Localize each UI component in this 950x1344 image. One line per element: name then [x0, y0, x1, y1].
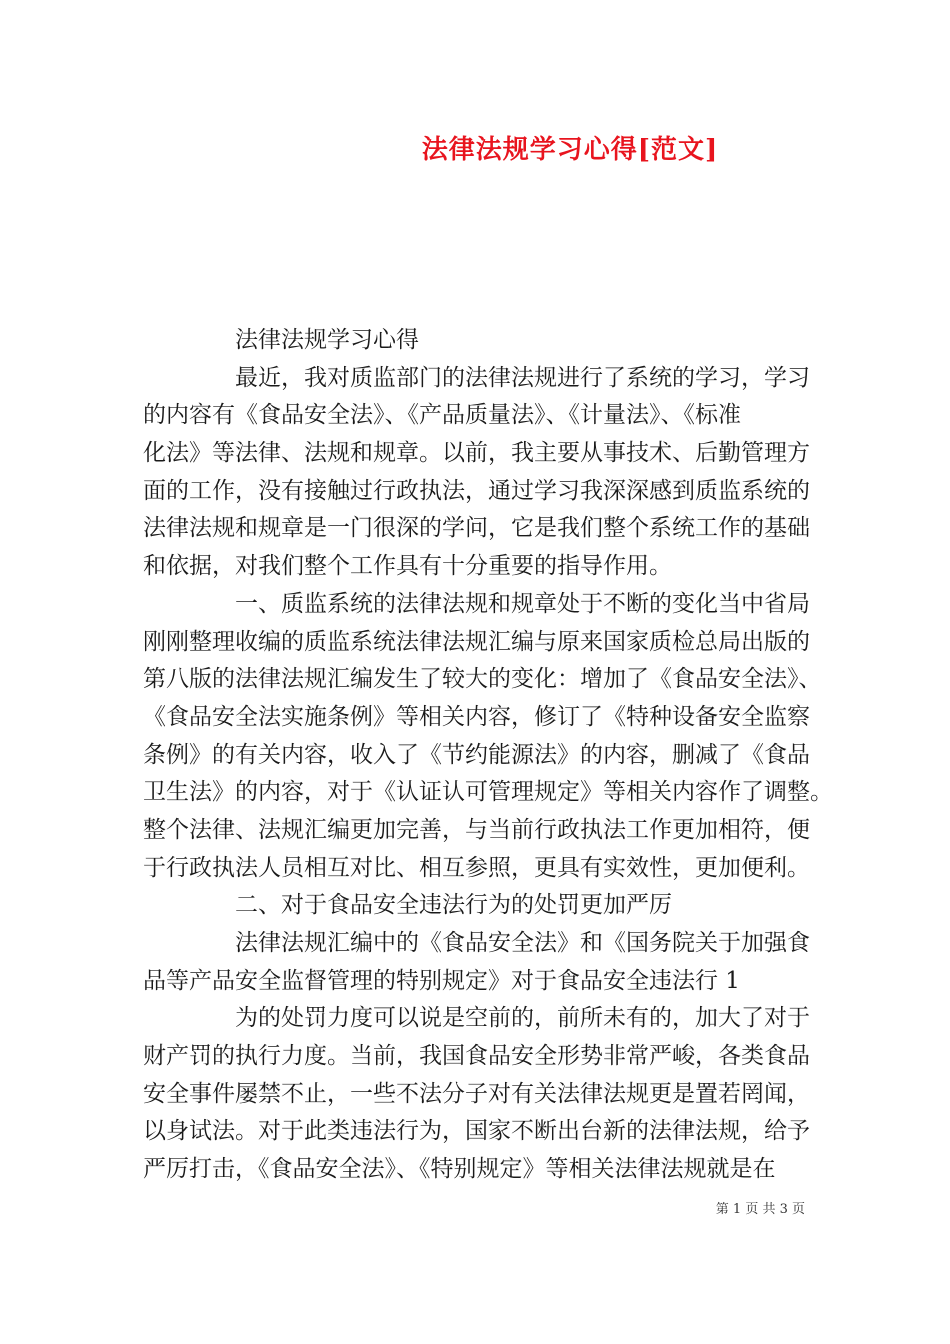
paragraph-line: 刚刚整理收编的质监系统法律法规汇编与原来国家质检总局出版的 — [143, 628, 810, 655]
paragraph-line: 面的工作，没有接触过行政执法，通过学习我深深感到质监系统的 — [143, 477, 810, 504]
paragraph-line: 《食品安全法实施条例》等相关内容，修订了《特种设备安全监察 — [143, 703, 810, 730]
paragraph-line: 于行政执法人员相互对比、相互参照，更具有实效性，更加便利。 — [143, 854, 810, 881]
paragraph-line: 和依据，对我们整个工作具有十分重要的指导作用。 — [143, 553, 672, 580]
paragraph-line: 二、对于食品安全违法行为的处罚更加严厉 — [235, 892, 672, 919]
paragraph-line: 品等产品安全监督管理的特别规定》对于食品安全违法行 1 — [143, 967, 740, 994]
paragraph-line: 为的处罚力度可以说是空前的，前所未有的，加大了对于 — [235, 1005, 810, 1032]
paragraph-line: 一、质监系统的法律法规和规章处于不断的变化当中省局 — [235, 590, 810, 617]
paragraph-line: 安全事件屡禁不止，一些不法分子对有关法律法规更是置若罔闻， — [143, 1080, 810, 1107]
paragraph-line: 第八版的法律法规汇编发生了较大的变化：增加了《食品安全法》、 — [143, 666, 822, 693]
paragraph-line: 化法》等法律、法规和规章。以前，我主要从事技术、后勤管理方 — [143, 440, 810, 467]
body-text — [143, 360, 833, 1189]
page-footer: 第 1 页 共 3 页 — [715, 1202, 805, 1217]
paragraph-line: 法律法规汇编中的《食品安全法》和《国务院关于加强食 — [235, 930, 810, 956]
document-title: 法律法规学习心得[范文] — [421, 135, 719, 165]
section-subtitle: 法律法规学习心得 — [235, 327, 419, 353]
paragraph-line: 条例》的有关内容，收入了《节约能源法》的内容，删减了《食品 — [143, 741, 810, 768]
paragraph-line: 卫生法》的内容，对于《认证认可管理规定》等相关内容作了调整。 — [143, 779, 833, 806]
paragraph-line: 整个法律、法规汇编更加完善，与当前行政执法工作更加相符，便 — [143, 816, 810, 843]
paragraph-line: 的内容有《食品安全法》、《产品质量法》、《计量法》、《标准 — [143, 402, 741, 429]
paragraph-line: 财产罚的执行力度。当前，我国食品安全形势非常严峻，各类食品 — [143, 1043, 810, 1070]
paragraph-line: 严厉打击，《食品安全法》、《特别规定》等相关法律法规就是在 — [143, 1156, 776, 1183]
document-body — [143, 322, 833, 1189]
paragraph-line: 以身试法。对于此类违法行为，国家不断出台新的法律法规，给予 — [143, 1118, 810, 1145]
paragraph-line: 法律法规和规章是一门很深的学问，它是我们整个系统工作的基础 — [143, 515, 810, 542]
paragraph-line: 最近，我对质监部门的法律法规进行了系统的学习，学习 — [235, 364, 810, 391]
